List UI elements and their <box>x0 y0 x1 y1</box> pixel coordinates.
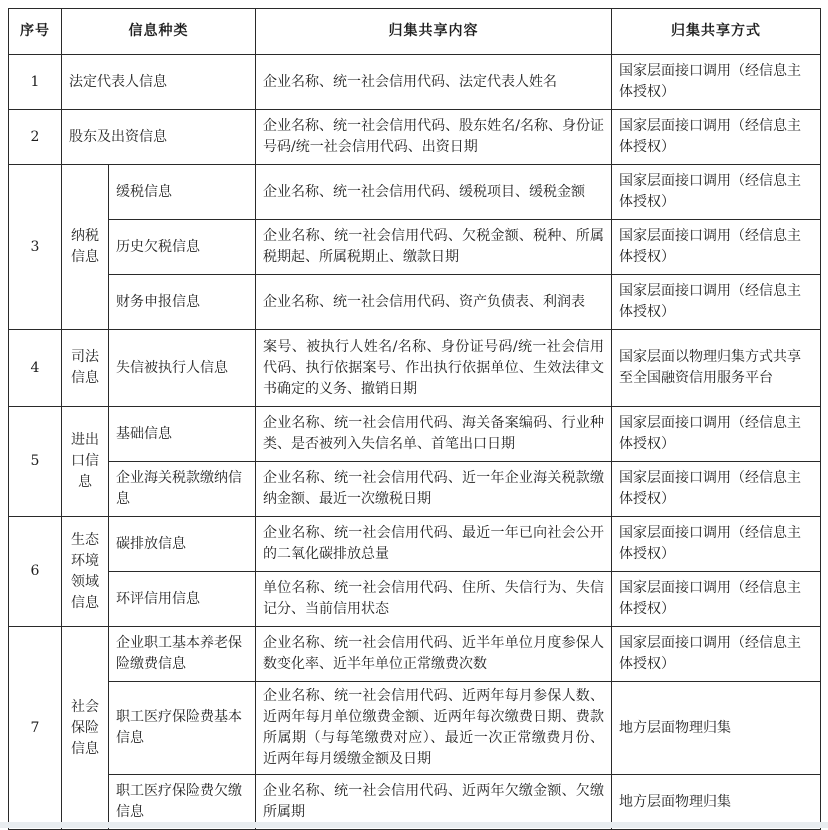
row-category: 司法信息 <box>62 330 109 407</box>
row-content: 企业名称、统一社会信用代码、资产负债表、利润表 <box>256 275 612 330</box>
row-subcategory: 失信被执行人信息 <box>109 330 256 407</box>
row-subcategory: 企业职工基本养老保险缴费信息 <box>109 627 256 682</box>
row-method: 国家层面接口调用（经信息主体授权） <box>612 572 821 627</box>
row-category: 纳税信息 <box>62 165 109 330</box>
row-content: 企业名称、统一社会信用代码、最近一年已向社会公开的二氧化碳排放总量 <box>256 517 612 572</box>
row-num: 2 <box>9 110 62 165</box>
row-subcategory: 环评信用信息 <box>109 572 256 627</box>
row-method: 国家层面接口调用（经信息主体授权） <box>612 407 821 462</box>
table-row <box>9 462 821 517</box>
table-row <box>9 627 821 682</box>
row-content: 企业名称、统一社会信用代码、欠税金额、税种、所属税期起、所属税期止、缴款日期 <box>256 220 612 275</box>
row-num: 1 <box>9 55 62 110</box>
row-subcategory: 缓税信息 <box>109 165 256 220</box>
row-category: 法定代表人信息 <box>62 55 256 110</box>
row-content: 单位名称、统一社会信用代码、住所、失信行为、失信记分、当前信用状态 <box>256 572 612 627</box>
row-content: 企业名称、统一社会信用代码、缓税项目、缓税金额 <box>256 165 612 220</box>
row-category: 进出口信息 <box>62 407 109 517</box>
header-content: 归集共享内容 <box>256 9 612 55</box>
table-row <box>9 55 821 110</box>
row-category: 生态环境领域信息 <box>62 517 109 627</box>
row-method: 国家层面接口调用（经信息主体授权） <box>612 220 821 275</box>
row-num: 7 <box>9 627 62 830</box>
table-row <box>9 165 821 220</box>
row-content: 案号、被执行人姓名/名称、身份证号码/统一社会信用代码、执行依据案号、作出执行依据单位、生效法律文书确定的义务、撤销日期 <box>256 330 612 407</box>
row-content: 企业名称、统一社会信用代码、股东姓名/名称、身份证号码/统一社会信用代码、出资日期 <box>256 110 612 165</box>
table-row <box>9 330 821 407</box>
row-content: 企业名称、统一社会信用代码、近两年欠缴金额、欠缴所属期 <box>256 775 612 830</box>
row-subcategory: 碳排放信息 <box>109 517 256 572</box>
row-num: 3 <box>9 165 62 330</box>
row-subcategory: 基础信息 <box>109 407 256 462</box>
table-row <box>9 220 821 275</box>
row-num: 4 <box>9 330 62 407</box>
row-subcategory: 职工医疗保险费基本信息 <box>109 682 256 775</box>
row-content: 企业名称、统一社会信用代码、近两年每月参保人数、近两年每月单位缴费金额、近两年每次缴费日期、费款所属期（与每笔缴费对应）、最近一次正常缴费月份、近两年每月缓缴金额及日期 <box>256 682 612 775</box>
row-category: 社会保险信息 <box>62 627 109 830</box>
table-row <box>9 407 821 462</box>
row-num: 6 <box>9 517 62 627</box>
row-content: 企业名称、统一社会信用代码、近一年企业海关税款缴纳金额、最近一次缴税日期 <box>256 462 612 517</box>
row-method: 国家层面接口调用（经信息主体授权） <box>612 627 821 682</box>
row-subcategory: 财务申报信息 <box>109 275 256 330</box>
row-method: 国家层面接口调用（经信息主体授权） <box>612 165 821 220</box>
table-row <box>9 275 821 330</box>
header-category: 信息种类 <box>62 9 256 55</box>
row-method: 地方层面物理归集 <box>612 775 821 830</box>
row-subcategory: 职工医疗保险费欠缴信息 <box>109 775 256 830</box>
row-subcategory: 企业海关税款缴纳信息 <box>109 462 256 517</box>
row-num: 5 <box>9 407 62 517</box>
table-row <box>9 572 821 627</box>
table-row <box>9 517 821 572</box>
row-method: 国家层面接口调用（经信息主体授权） <box>612 110 821 165</box>
row-method: 国家层面接口调用（经信息主体授权） <box>612 275 821 330</box>
header-num: 序号 <box>9 9 62 55</box>
row-content: 企业名称、统一社会信用代码、海关备案编码、行业种类、是否被列入失信名单、首笔出口日期 <box>256 407 612 462</box>
info-sharing-table <box>8 8 821 830</box>
row-method: 国家层面接口调用（经信息主体授权） <box>612 462 821 517</box>
row-method: 地方层面物理归集 <box>612 682 821 775</box>
row-subcategory: 历史欠税信息 <box>109 220 256 275</box>
page-bottom-edge <box>0 822 828 828</box>
header-row <box>9 9 821 55</box>
header-method: 归集共享方式 <box>612 9 821 55</box>
table-row <box>9 682 821 775</box>
row-method: 国家层面以物理归集方式共享至全国融资信用服务平台 <box>612 330 821 407</box>
row-content: 企业名称、统一社会信用代码、法定代表人姓名 <box>256 55 612 110</box>
table-row <box>9 110 821 165</box>
row-method: 国家层面接口调用（经信息主体授权） <box>612 517 821 572</box>
row-method: 国家层面接口调用（经信息主体授权） <box>612 55 821 110</box>
row-category: 股东及出资信息 <box>62 110 256 165</box>
row-content: 企业名称、统一社会信用代码、近半年单位月度参保人数变化率、近半年单位正常缴费次数 <box>256 627 612 682</box>
